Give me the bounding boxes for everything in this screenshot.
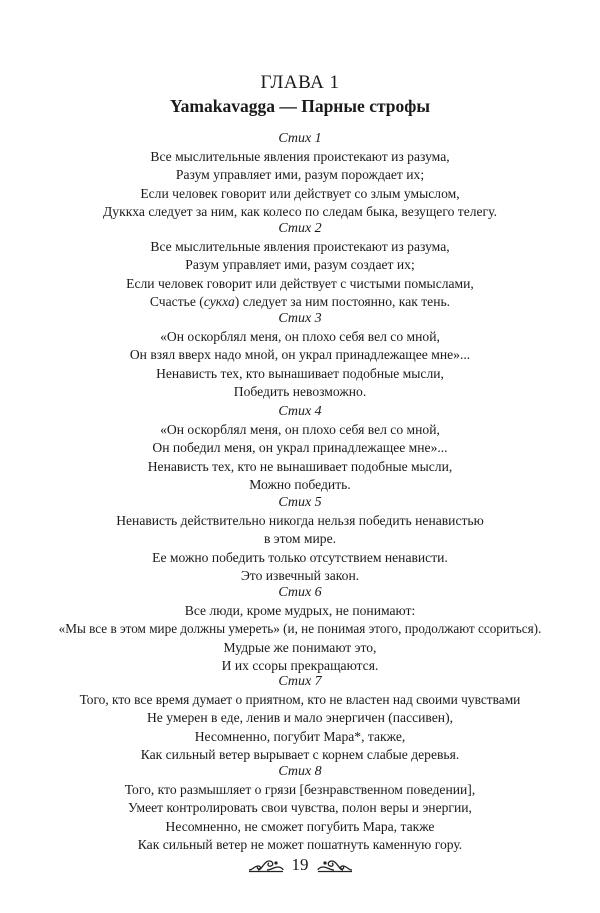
verse-line: Ее можно победить только отсутствием ненависти.: [152, 549, 448, 565]
verse-line: Все люди, кроме мудрых, не понимают:: [184, 603, 416, 618]
ornament-left-icon: [248, 857, 284, 873]
verse-heading: Стих 4: [278, 404, 322, 419]
verse-line: И их ссоры прекращаются.: [221, 658, 379, 674]
verse-line: Он взял вверх надо мной, он украл принадлежащее мне»...: [129, 347, 471, 363]
page-footer: [0, 853, 600, 877]
verse-heading: Стих 5: [278, 495, 322, 510]
verse-line: Все мыслительные явления проистекают из разума,: [150, 239, 450, 254]
page-number: 19: [291, 855, 309, 874]
verse-line: Того, кто размышляет о грязи [безнравственном поведении],: [124, 782, 476, 797]
verse-term-italic: сукха: [203, 294, 235, 310]
verse-line: Того, кто все время думает о приятном, кто не властен над своими чувствами: [79, 692, 521, 707]
verse-line: Все мыслительные явления проистекают из разума,: [150, 149, 450, 164]
chapter-subtitle: Yamakavagga — Парные строфы: [169, 96, 431, 116]
verse-4: [30, 404, 570, 495]
verse-line: «Мы все в этом мире должны умереть» (и, не понимая этого, продолжают ссориться).: [58, 621, 542, 637]
verse-heading: Стих 3: [278, 311, 322, 326]
chapter-title: ГЛАВА 1: [260, 72, 340, 93]
verse-1: [30, 131, 570, 222]
verse-text: Счастье (: [149, 294, 204, 310]
ornament-right-icon: [317, 857, 353, 873]
verse-line: Ненависть тех, кто вынашивает подобные мысли,: [156, 365, 444, 381]
verse-line: Несомненно, не сможет погубить Мара, также: [165, 818, 435, 834]
verse-line: Разум управляет ими, разум создает их;: [185, 257, 415, 273]
verse-line: Умеет контролировать свои чувства, полон веры и энергии,: [128, 800, 472, 816]
verse-7: [30, 674, 570, 765]
verse-line: Несомненно, погубит Мара*, также,: [194, 728, 406, 744]
verse-heading: Стих 1: [278, 131, 322, 146]
verse-line: Если человек говорит или действует со злым умыслом,: [140, 185, 460, 201]
verse-line: Можно победить.: [249, 477, 351, 493]
verse-line: «Он оскорблял меня, он плохо себя вел со мной,: [160, 329, 440, 344]
verse-heading: Стих 8: [278, 764, 322, 779]
verse-heading: Стих 2: [278, 221, 322, 236]
verse-line: Победить невозможно.: [233, 384, 367, 400]
verse-5: [30, 495, 570, 586]
verse-line: «Он оскорблял меня, он плохо себя вел со мной,: [160, 422, 440, 437]
verse-line-mixed: [30, 293, 570, 311]
verse-line: Как сильный ветер вырывает с корнем слабые деревья.: [140, 747, 460, 763]
verse-8: [30, 764, 570, 855]
verse-line: Разум управляет ими, разум порождает их;: [175, 167, 425, 183]
verse-line: Ненависть действительно никогда нельзя победить ненавистью: [116, 513, 484, 528]
verse-2: [30, 221, 570, 312]
verse-line: Дуккха следует за ним, как колесо по следам быка, везущего телегу.: [103, 204, 497, 220]
verse-6: [30, 585, 570, 676]
verse-line: Ненависть тех, кто не вынашивает подобные мысли,: [147, 458, 453, 474]
verse-line: Мудрые же понимают это,: [223, 639, 377, 655]
verse-line: Если человек говорит или действует с чистыми помыслами,: [126, 275, 474, 291]
verse-line: Он победил меня, он украл принадлежащее мне»...: [152, 440, 448, 456]
verse-line: Не умерен в еде, ленив и мало энергичен (пассивен),: [146, 710, 453, 726]
verse-line: Это извечный закон.: [240, 568, 360, 584]
verse-text: ) следует за ним постоянно, как тень.: [234, 294, 451, 310]
verse-3: [30, 311, 570, 402]
verse-heading: Стих 7: [278, 674, 322, 689]
verse-line: Как сильный ветер не может пошатнуть каменную гору.: [137, 837, 463, 853]
verse-line: в этом мире.: [263, 531, 337, 547]
verse-heading: Стих 6: [278, 585, 322, 600]
